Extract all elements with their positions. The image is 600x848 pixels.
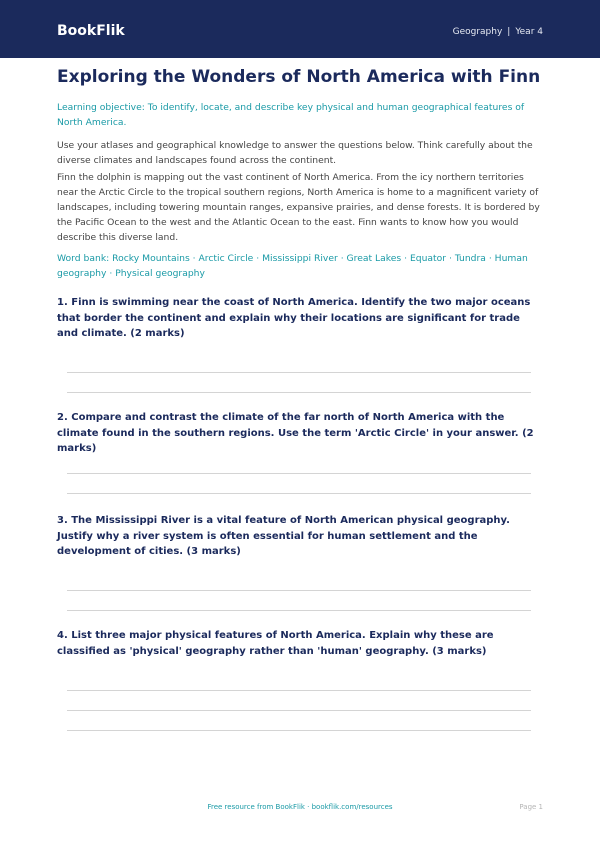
answer-line-q4-1[interactable] xyxy=(67,690,531,691)
instructions-text: Use your atlases and geographical knowledge to answer the questions below. Think carefully about the diverse climates and landscapes found across the continent. xyxy=(57,140,533,166)
answer-line-q3-1[interactable] xyxy=(67,590,531,591)
answer-line-q1-2[interactable] xyxy=(67,392,531,393)
footer-credit: Free resource from BookFlik · bookflik.com/resources xyxy=(207,803,393,811)
header-bar xyxy=(0,0,600,58)
intro-paragraph: Finn the dolphin is mapping out the vast continent of North America. From the icy northern territories near the Arctic Circle to the tropical southern regions, North America is home to a magnificent variety of landscapes, including towering mountain ranges, expansive prairies, and dense forests. It is bordered by the Pacific Ocean to the west and the Atlantic Ocean to the east. Finn wants to know how you would describe this diverse land. xyxy=(57,172,540,243)
question-1: 1. Finn is swimming near the coast of North America. Identify the two major oceans that border the continent and explain why their locations are significant for trade and climate. (2 marks) xyxy=(57,297,531,339)
answer-line-q4-3[interactable] xyxy=(67,730,531,731)
word-bank: Word bank: Rocky Mountains · Arctic Circle · Mississippi River · Great Lakes · Equator · Tundra · Human geography · Physical geography xyxy=(57,253,528,279)
brand-logo-text: BookFlik xyxy=(57,23,125,39)
subject-label: Geography xyxy=(452,27,503,37)
subject-year-label xyxy=(453,27,543,37)
learning-objective: Learning objective: To identify, locate, and describe key physical and human geographical features of North America. xyxy=(57,102,525,128)
year-label: Year 4 xyxy=(515,27,543,37)
question-4: 4. List three major physical features of North America. Explain why these are classified as 'physical' geography rather than 'human' geography. (3 marks) xyxy=(57,630,494,657)
answer-line-q2-2[interactable] xyxy=(67,493,531,494)
question-2: 2. Compare and contrast the climate of the far north of North America with the climate found in the southern regions. Use the term 'Arctic Circle' in your answer. (2 marks) xyxy=(57,412,534,454)
answer-line-q2-1[interactable] xyxy=(67,473,531,474)
page-title: Exploring the Wonders of North America with Finn xyxy=(57,67,541,87)
page-number: Page 1 xyxy=(519,803,543,811)
separator: | xyxy=(507,27,511,37)
question-3: 3. The Mississippi River is a vital feature of North American physical geography. Justify why a river system is often essential for human settlement and the development of cities. (3 marks) xyxy=(57,515,510,557)
answer-line-q4-2[interactable] xyxy=(67,710,531,711)
answer-line-q1-1[interactable] xyxy=(67,372,531,373)
answer-line-q3-2[interactable] xyxy=(67,610,531,611)
